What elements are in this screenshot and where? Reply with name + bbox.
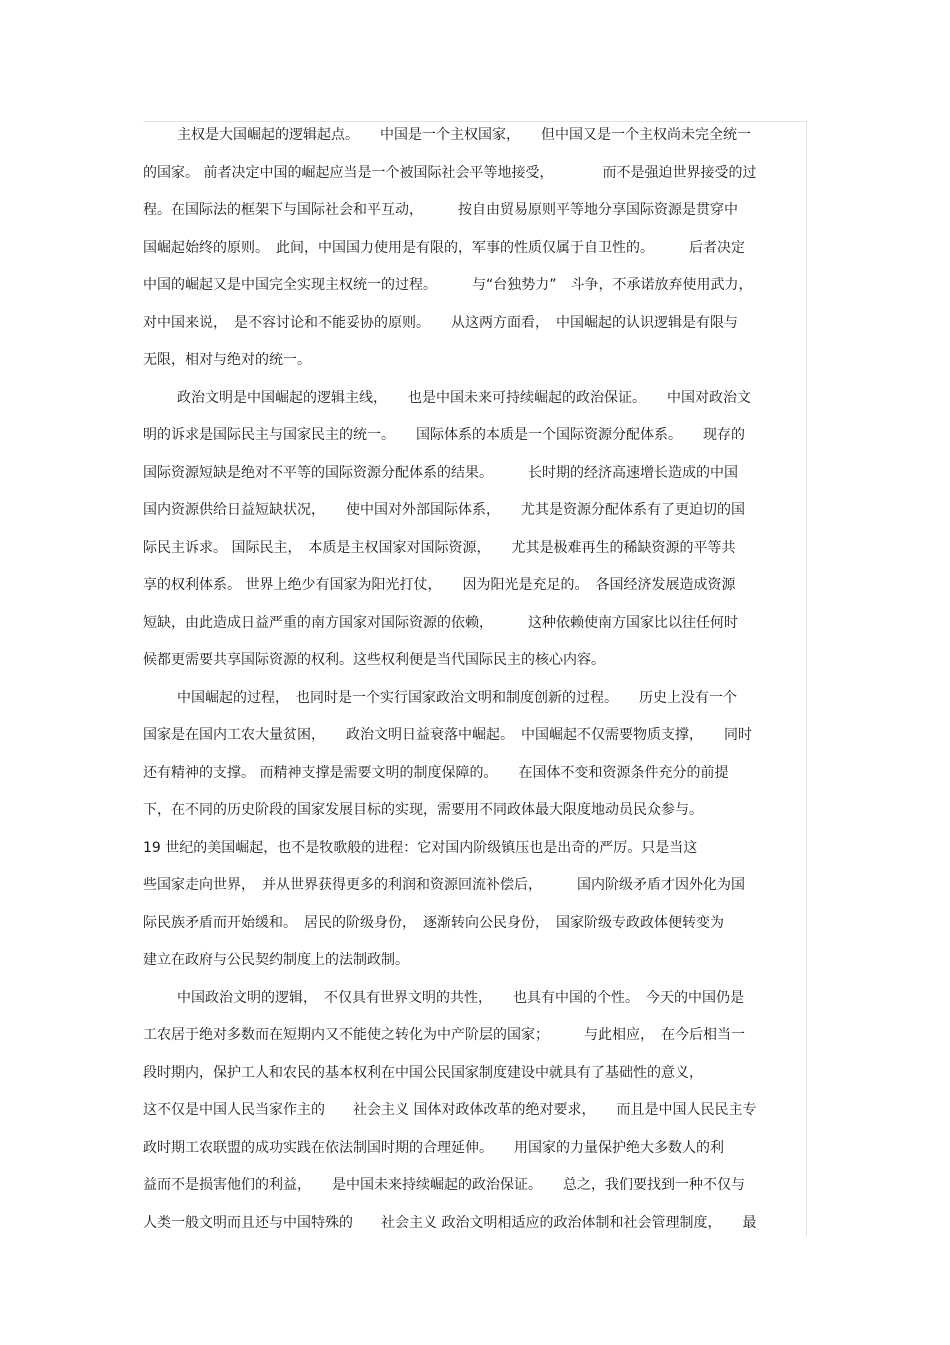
body-text xyxy=(143,122,803,1247)
text-line: 候都更需要共享国际资源的权利。这些权利便是当代国际民主的核心内容。 xyxy=(143,652,605,668)
text-line: 国崛起始终的原则。 此间，中国国力使用是有限的，军事的性质仅属于自卫性的。 后者决定 xyxy=(143,239,745,256)
text-frame-right-border xyxy=(806,121,807,1236)
text-line: 际民主诉求。 国际民主， 本质是主权国家对国际资源， 尤其是极难再生的稀缺资源的平等共 xyxy=(143,539,736,556)
text-line: 政治文明是中国崛起的逻辑主线， 也是中国未来可持续崛起的政治保证。 中国对政治文 xyxy=(177,389,751,406)
text-line: 些国家走向世界， 并从世界获得更多的利润和资源回流补偿后， 国内阶级矛盾才因外化为国 xyxy=(143,877,745,893)
text-line: 工农居于绝对多数而在短期内又不能使之转化为中产阶层的国家； 与此相应， 在今后相当一 xyxy=(143,1027,745,1043)
text-line: 19 世纪的美国崛起，也不是牧歌般的进程：它对国内阶级镇压也是出奇的严厉。只是当这 xyxy=(143,839,698,856)
text-line: 政时期工农联盟的成功实践在依法制国时期的合理延伸。 用国家的力量保护绝大多数人的利 xyxy=(143,1139,724,1156)
text-line: 这不仅是中国人民当家作主的 社会主义 国体对政体改革的绝对要求， 而且是中国人民民主专 xyxy=(143,1102,757,1118)
text-line: 段时期内，保护工人和农民的基本权利在中国公民国家制度建设中就具有了基础性的意义， xyxy=(143,1064,703,1081)
text-line: 的国家。 前者决定中国的崛起应当是一个被国际社会平等地接受， 而不是强迫世界接受的过 xyxy=(143,164,757,181)
text-line: 无限，相对与绝对的统一。 xyxy=(143,352,311,368)
text-line: 国内资源供给日益短缺状况， 使中国对外部国际体系， 尤其是资源分配体系有了更迫切的国 xyxy=(143,502,745,518)
text-line: 中国的崛起又是中国完全实现主权统一的过程。 与“台独势力” 斗争，不承诺放弃使用武力， xyxy=(143,277,753,293)
text-line: 际民族矛盾而开始缓和。 居民的阶级身份， 逐渐转向公民身份， 国家阶级专政政体便转变为 xyxy=(143,914,724,931)
text-line: 享的权利体系。 世界上绝少有国家为阳光打仗， 因为阳光是充足的。 各国经济发展造成资源 xyxy=(143,577,736,593)
text-line: 中国崛起的过程， 也同时是一个实行国家政治文明和制度创新的过程。 历史上没有一个 xyxy=(177,689,737,706)
text-line: 建立在政府与公民契约制度上的法制政制。 xyxy=(143,952,409,968)
text-line: 人类一般文明而且还与中国特殊的 社会主义 政治文明相适应的政治体制和社会管理制度， 最 xyxy=(143,1214,757,1231)
text-line: 中国政治文明的逻辑， 不仅具有世界文明的共性， 也具有中国的个性。 今天的中国仍是 xyxy=(177,989,744,1006)
text-line: 明的诉求是国际民主与国家民主的统一。 国际体系的本质是一个国际资源分配体系。 现存的 xyxy=(143,427,745,443)
text-line: 还有精神的支撑。 而精神支撑是需要文明的制度保障的。 在国体不变和资源条件充分的前提 xyxy=(143,764,729,781)
text-line: 益而不是损害他们的利益， 是中国未来持续崛起的政治保证。 总之，我们要找到一种不仅与 xyxy=(143,1177,745,1193)
text-line: 国际资源短缺是绝对不平等的国际资源分配体系的结果。 长时期的经济高速增长造成的中国 xyxy=(143,464,738,481)
text-line: 程。在国际法的框架下与国际社会和平互动， 按自由贸易原则平等地分享国际资源是贯穿中 xyxy=(143,202,738,218)
text-line: 对中国来说， 是不容讨论和不能妥协的原则。 从这两方面看， 中国崛起的认识逻辑是有限与 xyxy=(143,314,738,331)
text-line: 国家是在国内工农大量贫困， 政治文明日益衰落中崛起。 中国崛起不仅需要物质支撑， 同时 xyxy=(143,727,752,743)
text-line: 主权是大国崛起的逻辑起点。 中国是一个主权国家， 但中国又是一个主权尚未完全统一 xyxy=(177,127,751,143)
text-line: 短缺，由此造成日益严重的南方国家对国际资源的依赖， 这种依赖使南方国家比以往任何时 xyxy=(143,614,738,631)
text-line: 下，在不同的历史阶段的国家发展目标的实现，需要用不同政体最大限度地动员民众参与。 xyxy=(143,802,703,818)
